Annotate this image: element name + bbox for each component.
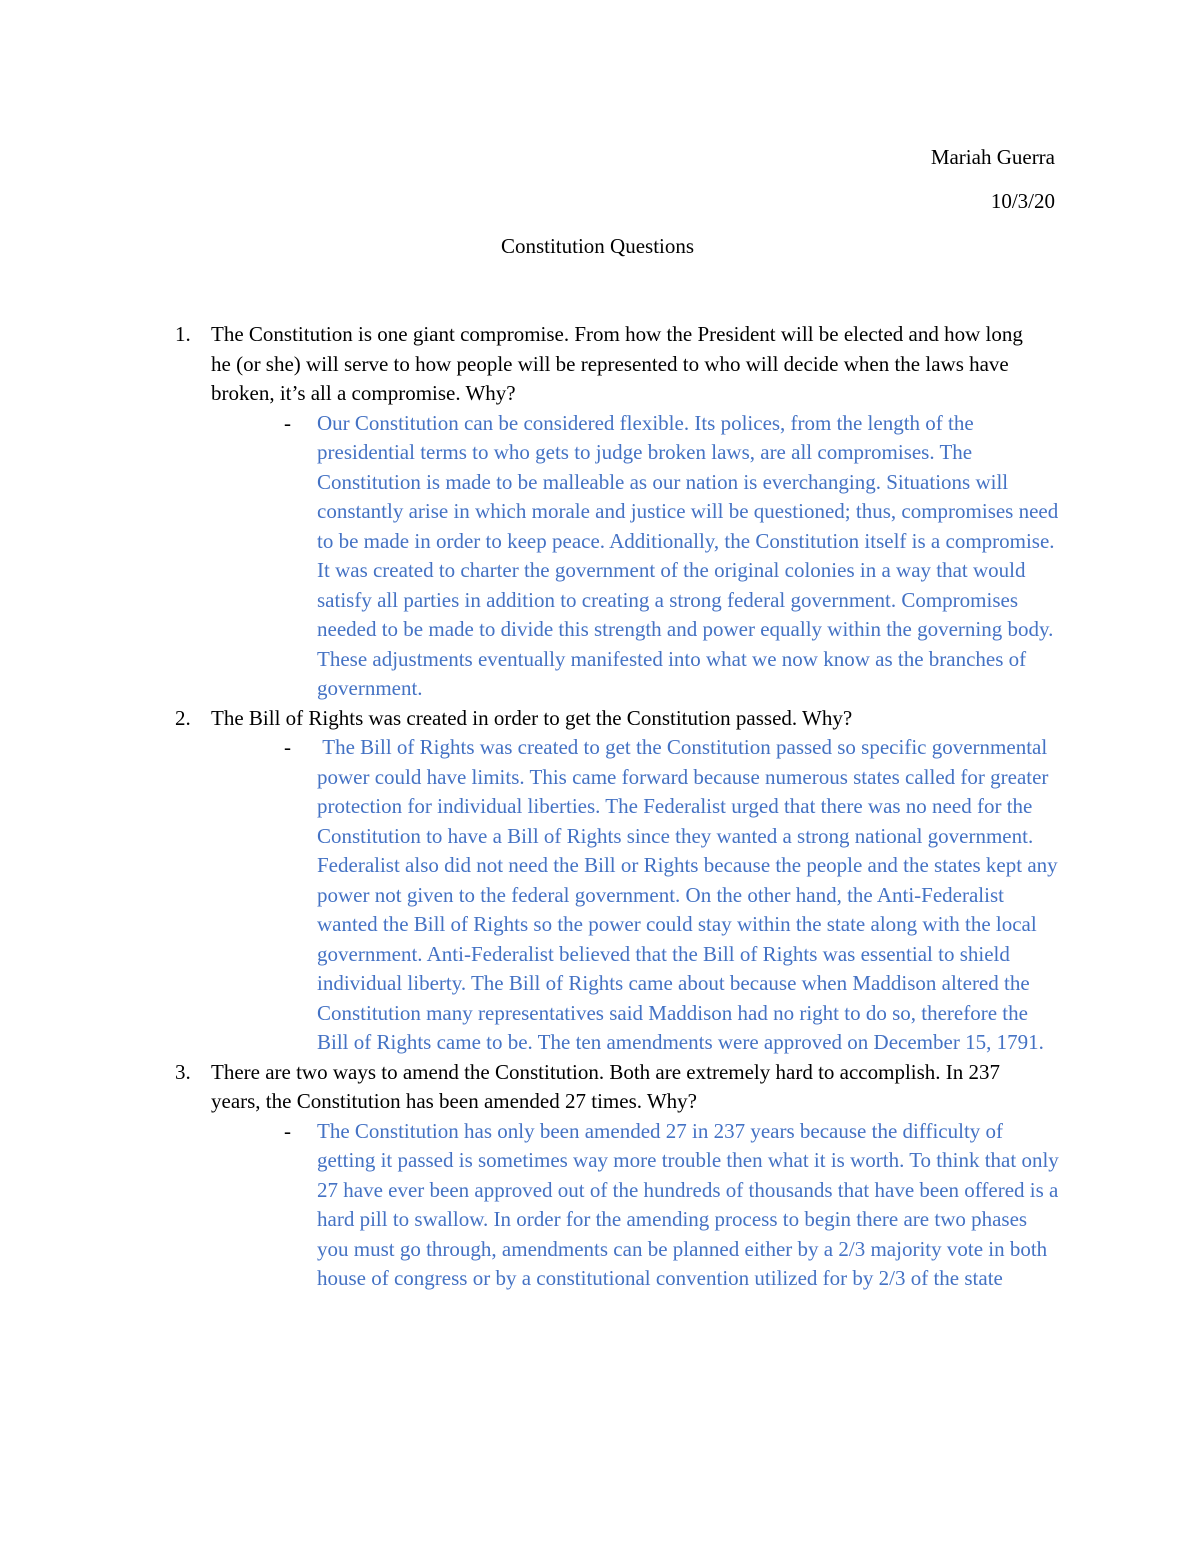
answer-bullet: - (284, 1118, 291, 1143)
answer-bullet: - (284, 410, 291, 435)
question-item (175, 320, 1065, 704)
question-text: The Constitution is one giant compromise. From how the President will be elected and how long he (or she) will serve to how people will be represented to who will decide when the laws have broken, it’s all a compromise. Why? (211, 322, 1023, 405)
answer-block (284, 409, 1060, 704)
question-number: 1. (175, 322, 191, 346)
answer-text: The Bill of Rights was created to get the Constitution passed so specific governmental power could have limits. This came forward because numerous states called for greater protection for individual liberties. The Federalist urged that there was no need for the Constitution to have a Bill of Rights since they wanted a strong national government. Federalist also did not need the Bill or Rights because the people and the states kept any power not given to the federal government. On the other hand, the Anti-Federalist wanted the Bill of Rights so the power could stay within the state along with the local government. Anti-Federalist believed that the Bill of Rights was essential to shield individual liberty. The Bill of Rights came about because when Maddison altered the Constitution many representatives said Maddison had no right to do so, therefore the Bill of Rights came to be. The ten amendments were approved on December 15, 1791. (317, 735, 1063, 1054)
question-list (175, 320, 1065, 1294)
answer-block (284, 733, 1063, 1058)
question-number: 3. (175, 1059, 191, 1084)
question-text: There are two ways to amend the Constitution. Both are extremely hard to accomplish. In 237 years, the Constitution has been amended 27 times. Why? (211, 1059, 1001, 1113)
answer-bullet: - (284, 735, 291, 759)
author-name: Mariah Guerra (930, 145, 1055, 169)
question-text: The Bill of Rights was created in order to get the Constitution passed. Why? (211, 705, 853, 730)
answer-block (284, 1117, 1060, 1294)
question-item (175, 1058, 1065, 1294)
answer-text: Our Constitution can be considered flexible. Its polices, from the length of the presidential terms to who gets to judge broken laws, are all compromises. The Constitution is made to be malleable as our nation is everchanging. Situations will constantly arise in which morale and justice will be questioned; thus, compromises need to be made in order to keep peace. Additionally, the Constitution itself is a compromise. It was created to charter the government of the original colonies in a way that would satisfy all parties in addition to creating a strong federal government. Compromises needed to be made to divide this strength and power equally within the governing body. These adjustments eventually manifested into what we now know as the branches of government. (317, 410, 1059, 700)
document-date: 10/3/20 (990, 189, 1055, 213)
question-number: 2. (175, 705, 191, 730)
page-title: Constitution Questions (500, 234, 695, 258)
question-item (175, 704, 1065, 1058)
answer-text: The Constitution has only been amended 27 in 237 years because the difficulty of getting it passed is sometimes way more trouble then what it is worth. To think that only 27 have ever been approved out of the hundreds of thousands that have been offered is a hard pill to swallow. In order for the amending process to begin there are two phases you must go through, amendments can be planned either by a 2/3 majority vote in both house of congress or by a constitutional convention utilized for by 2/3 of the state (317, 1118, 1059, 1290)
